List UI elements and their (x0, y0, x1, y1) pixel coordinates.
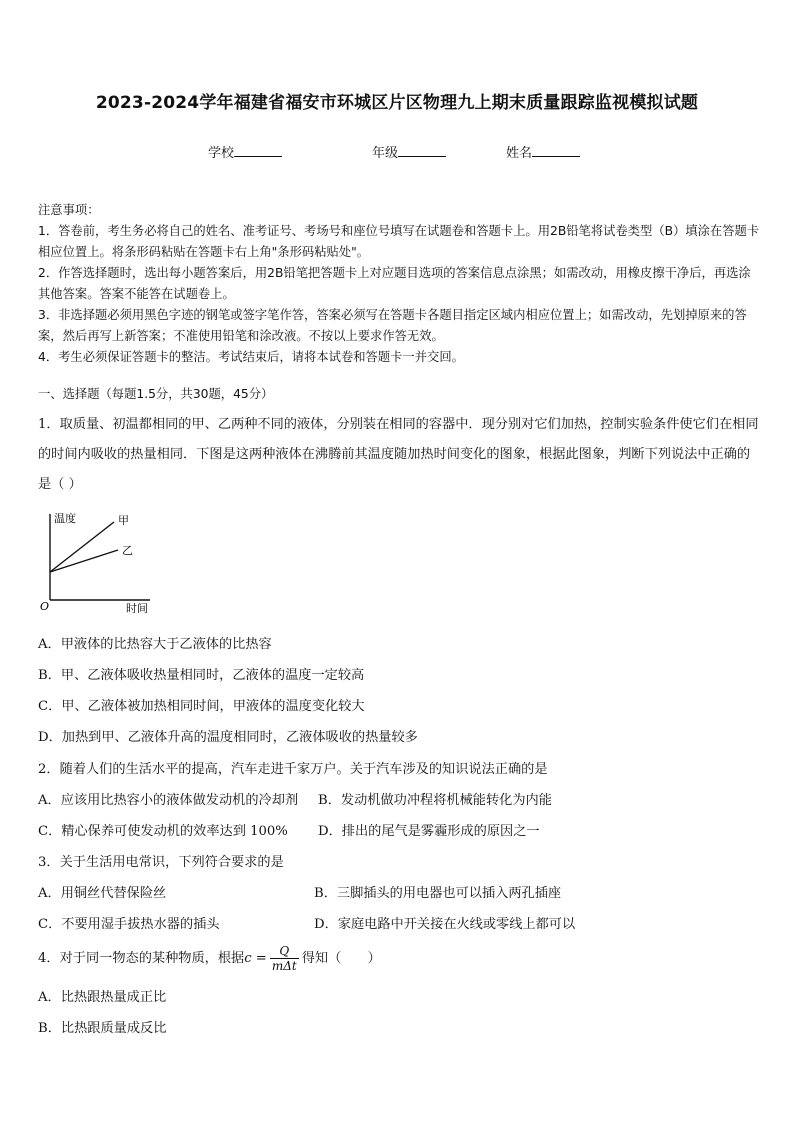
q1-option-b: B．甲、乙液体吸收热量相同时，乙液体的温度一定较高 (38, 668, 365, 683)
y-axis-label: 温度 (54, 512, 76, 525)
q2-option-a: A．应该用比热容小的液体做发动机的冷却剂 (38, 793, 299, 808)
q3-option-d: D．家庭电路中开关接在火线或零线上都可以 (314, 917, 576, 932)
q4-stem-before: 4．对于同一物态的某种物质，根据 (38, 951, 245, 966)
notice-item-1: 1．答卷前，考生务必将自己的姓名、准考证号、考场号和座位号填写在试题卷和答题卡上。用2B铅笔将试卷类型（B）填涂在答题卡相应位置上。将条形码粘贴在答题卡右上角"条形码粘贴处"。 (38, 224, 760, 259)
question-4-stem (38, 942, 381, 976)
notice-item-3: 3．非选择题必须用黑色字迹的钢笔或签字笔作答，答案必须写在答题卡各题目指定区域内相应位置上；如需改动，先划掉原来的答案，然后再写上新答案；不准使用铅笔和涂改液。不按以上要求作答无效。 (38, 308, 747, 343)
school-label: 学校 (208, 146, 235, 161)
school-field (208, 142, 282, 161)
q1-option-c: C．甲、乙液体被加热相同时间，甲液体的温度变化较大 (38, 699, 365, 714)
name-label: 姓名 (506, 146, 533, 161)
notice-heading: 注意事项： (38, 203, 100, 217)
q2-option-b: B．发动机做功冲程将机械能转化为内能 (318, 793, 552, 808)
q4-option-b: B．比热跟质量成反比 (38, 1021, 167, 1036)
question-1-text: 1．取质量、初温都相同的甲、乙两种不同的液体，分别装在相同的容器中．现分别对它们加热，控制实验条件使它们在相同的时间内吸收的热量相同．下图是这两种液体在沸腾前其温度随加热时间变化的图象，根据此图象，判断下列说法中正确的是（ ） (38, 417, 759, 492)
q2-option-d: D．排出的尾气是雾霾形成的原因之一 (318, 824, 540, 839)
q4-formula-lhs: c = (244, 951, 267, 966)
q3-option-a: A．用铜丝代替保险丝 (38, 886, 167, 901)
question-2-stem: 2．随着人们的生活水平的提高，汽车走进千家万户。关于汽车涉及的知识说法正确的是 (38, 762, 548, 777)
q4-formula-fraction (270, 944, 299, 973)
label-yi: 乙 (122, 544, 133, 557)
grade-field (372, 142, 446, 161)
name-blank (532, 144, 580, 157)
section-heading: 一、选择题（每题1.5分，共30题，45分） (38, 387, 274, 401)
temperature-time-graph (40, 508, 160, 613)
line-jia (50, 522, 114, 572)
school-blank (234, 144, 282, 157)
q1-option-a: A．甲液体的比热容大于乙液体的比热容 (38, 637, 272, 652)
name-field (506, 142, 580, 161)
q4-formula-numerator: Q (270, 944, 299, 959)
q2-option-c: C．精心保养可使发动机的效率达到 100% (38, 824, 288, 839)
q4-formula-denominator: mΔt (271, 959, 297, 973)
notice-item-2: 2．作答选择题时，选出每小题答案后，用2B铅笔把答题卡上对应题目选项的答案信息点涂黑；如需改动，用橡皮擦干净后，再选涂其他答案。答案不能答在试题卷上。 (38, 266, 751, 301)
x-axis-label: 时间 (126, 602, 148, 613)
q4-option-a: A．比热跟热量成正比 (38, 990, 167, 1005)
grade-label: 年级 (372, 146, 399, 161)
question-3-stem: 3．关于生活用电常识，下列符合要求的是 (38, 855, 284, 870)
q3-option-c: C．不要用湿手拔热水器的插头 (38, 917, 220, 932)
q4-stem-after: 得知（ ） (301, 951, 381, 966)
q1-option-d: D．加热到甲、乙液体升高的温度相同时，乙液体吸收的热量较多 (38, 730, 418, 745)
grade-blank (398, 144, 446, 157)
notice-item-4: 4．考生必须保证答题卡的整洁。考试结束后，请将本试卷和答题卡一并交回。 (38, 350, 464, 364)
q3-option-b: B．三脚插头的用电器也可以插入两孔插座 (314, 886, 562, 901)
exam-title: 2023-2024学年福建省福安市环城区片区物理九上期末质量跟踪监视模拟试题 (95, 93, 699, 113)
line-yi (50, 550, 118, 572)
notice-block (38, 200, 760, 368)
label-jia: 甲 (118, 514, 129, 527)
origin-label: O (40, 600, 50, 613)
question-1-stem (38, 410, 760, 500)
